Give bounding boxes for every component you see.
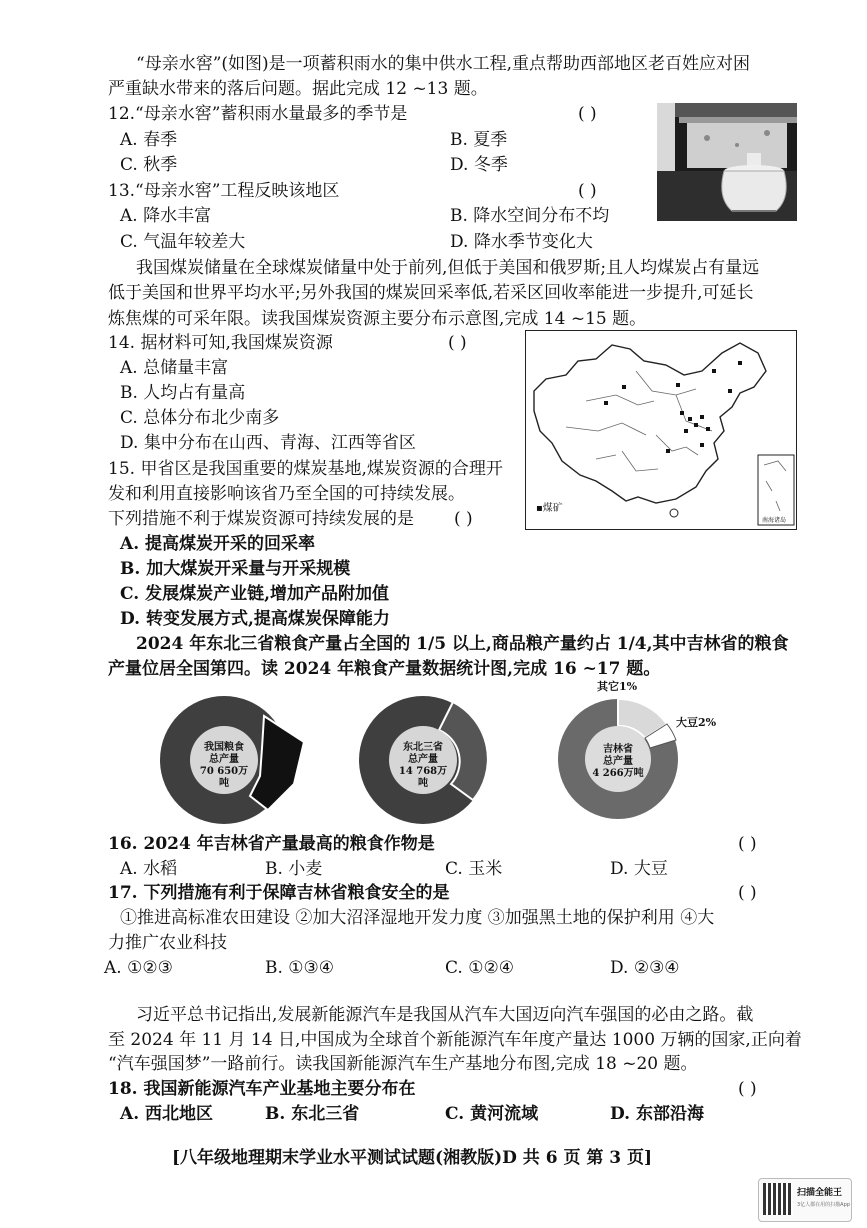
intro3-line2: 产量位居全国第四。读 2024 年粮食产量数据统计图,完成 16 ~17 题。 (108, 659, 661, 679)
intro2-line2: 低于美国和世界平均水平;另外我国的煤炭回采率低,若采区回收率能进一步提升,可延长 (108, 283, 754, 303)
q12-option-a[interactable]: A. 春季 (120, 130, 178, 150)
q16-stem: 16. 2024 年吉林省产量最高的粮食作物是 (108, 834, 435, 854)
chart2-label-line1: 东北三省 (403, 742, 443, 753)
chart1-label-line2: 总产量 (209, 754, 239, 765)
q15-answer-paren[interactable]: ( ) (454, 509, 473, 529)
q18-answer-paren[interactable]: ( ) (738, 1079, 757, 1099)
q16-option-d[interactable]: D. 大豆 (610, 859, 668, 879)
q13-option-c[interactable]: C. 气温年较差大 (120, 232, 246, 252)
q17-option-a[interactable]: A. ①②③ (104, 958, 173, 978)
q13-option-a[interactable]: A. 降水丰富 (120, 206, 212, 226)
china-outline-map (526, 331, 796, 529)
q15-line2: 发和利用直接影响该省乃至全国的可持续发展。 (108, 484, 465, 504)
q17-option-c[interactable]: C. ①②④ (445, 958, 514, 978)
chart2-center-label (397, 742, 449, 790)
q17-stem: 17. 下列措施有利于保障吉林省粮食安全的是 (108, 883, 450, 903)
intro4-line2: 至 2024 年 11 月 14 日,中国成为全球首个新能源汽车年度产量达 1000 万辆的国家,正向着 (108, 1030, 802, 1050)
q17-answer-paren[interactable]: ( ) (738, 883, 757, 903)
chart3-soy-label: 大豆2% (676, 716, 717, 729)
intro4-line3: “汽车强国梦”一路前行。读我国新能源汽车生产基地分布图,完成 18 ~20 题。 (108, 1054, 698, 1074)
q13-option-d[interactable]: D. 降水季节变化大 (450, 232, 593, 252)
q17-statements-line1: ①推进高标准农田建设 ②加大沼泽湿地开发力度 ③加强黑土地的保护利用 ④大 (120, 908, 715, 928)
q14-option-b[interactable]: B. 人均占有量高 (120, 383, 246, 403)
chart1-center-label (198, 742, 250, 790)
intro2-line3: 炼焦煤的可采年限。读我国煤炭资源主要分布示意图,完成 14 ~15 题。 (108, 309, 647, 329)
q13-answer-paren[interactable]: ( ) (578, 181, 597, 201)
q12-option-c[interactable]: C. 秋季 (120, 155, 178, 175)
water-cellar-illustration (657, 103, 797, 221)
chart2-label-line3: 14 768万吨 (398, 766, 448, 789)
chart3-label-line3: 4 266万吨 (592, 768, 644, 779)
q16-option-c[interactable]: C. 玉米 (445, 859, 503, 879)
q16-answer-paren[interactable]: ( ) (738, 834, 757, 854)
q18-option-c[interactable]: C. 黄河流域 (445, 1104, 539, 1124)
q17-statements-line2: 力推广农业科技 (108, 933, 227, 953)
q18-option-d[interactable]: D. 东部沿海 (610, 1104, 704, 1124)
q14-option-a[interactable]: A. 总储量丰富 (120, 358, 229, 378)
q12-stem: 12.“母亲水窖”蓄积雨水量最多的季节是 (108, 104, 408, 124)
intro1-line1: “母亲水窖”(如图)是一项蓄积雨水的集中供水工程,重点帮助西部地区老百姓应对困 (136, 54, 751, 74)
q17-option-d[interactable]: D. ②③④ (610, 958, 680, 978)
q14-option-c[interactable]: C. 总体分布北少南多 (120, 408, 280, 428)
q15-line3: 下列措施不利于煤炭资源可持续发展的是 (108, 509, 414, 529)
intro2-line1: 我国煤炭储量在全球煤炭储量中处于前列,但低于美国和俄罗斯;且人均煤炭占有量远 (136, 258, 760, 278)
chart3-center-label (592, 744, 644, 780)
intro3-line1: 2024 年东北三省粮食产量占全国的 1/5 以上,商品粮产量约占 1/4,其中吉林省的粮食 (136, 634, 789, 654)
q15-option-b[interactable]: B. 加大煤炭开采量与开采规模 (120, 559, 351, 579)
china-coal-map (525, 330, 797, 530)
q16-option-a[interactable]: A. 水稻 (120, 859, 178, 879)
q14-answer-paren[interactable]: ( ) (448, 333, 467, 353)
intro4-line1: 习近平总书记指出,发展新能源汽车是我国从汽车大国迈向汽车强国的必由之路。截 (136, 1005, 754, 1025)
q18-stem: 18. 我国新能源汽车产业基地主要分布在 (108, 1079, 416, 1099)
intro1-line2: 严重缺水带来的落后问题。据此完成 12 ~13 题。 (108, 79, 488, 99)
page-footer: [八年级地理期末学业水平测试试题(湘教版)D 共 6 页 第 3 页] (172, 1148, 653, 1168)
chart3-label-line1: 吉林省 (603, 744, 633, 755)
chart3-other-label: 其它1% (597, 680, 638, 693)
q15-option-d[interactable]: D. 转变发展方式,提高煤炭保障能力 (120, 609, 390, 629)
q17-option-b[interactable]: B. ①③④ (265, 958, 335, 978)
q16-option-b[interactable]: B. 小麦 (265, 859, 323, 879)
chart3-label-line2: 总产量 (603, 756, 633, 767)
q12-option-b[interactable]: B. 夏季 (450, 130, 508, 150)
scanner-watermark (758, 1178, 852, 1222)
q18-option-a[interactable]: A. 西北地区 (120, 1104, 214, 1124)
map-legend-coal: ▪煤矿 (536, 503, 563, 514)
q15-option-c[interactable]: C. 发展煤炭产业链,增加产品附加值 (120, 584, 389, 604)
q12-option-d[interactable]: D. 冬季 (450, 155, 508, 175)
scanner-brand: 扫描全能王 (797, 1188, 843, 1198)
q12-answer-paren[interactable]: ( ) (578, 104, 597, 124)
q13-stem: 13.“母亲水窖”工程反映该地区 (108, 181, 340, 201)
q13-option-b[interactable]: B. 降水空间分布不均 (450, 206, 610, 226)
chart2-label-line2: 总产量 (408, 754, 438, 765)
q15-option-a[interactable]: A. 提高煤炭开采的回采率 (120, 534, 316, 554)
chart1-label-line1: 我国粮食 (204, 742, 244, 753)
qr-code-icon (763, 1183, 793, 1215)
q15-line1: 15. 甲省区是我国重要的煤炭基地,煤炭资源的合理开 (108, 459, 503, 479)
q14-option-d[interactable]: D. 集中分布在山西、青海、江西等省区 (120, 433, 416, 453)
chart1-label-line3: 70 650万吨 (199, 766, 249, 789)
scanner-sub: 3亿人都在用的扫描App (797, 1202, 850, 1208)
map-inset-label: 南海诸岛 (762, 517, 787, 524)
q18-option-b[interactable]: B. 东北三省 (265, 1104, 360, 1124)
water-cellar-photo (657, 103, 797, 221)
q14-stem: 14. 据材料可知,我国煤炭资源 (108, 333, 333, 353)
